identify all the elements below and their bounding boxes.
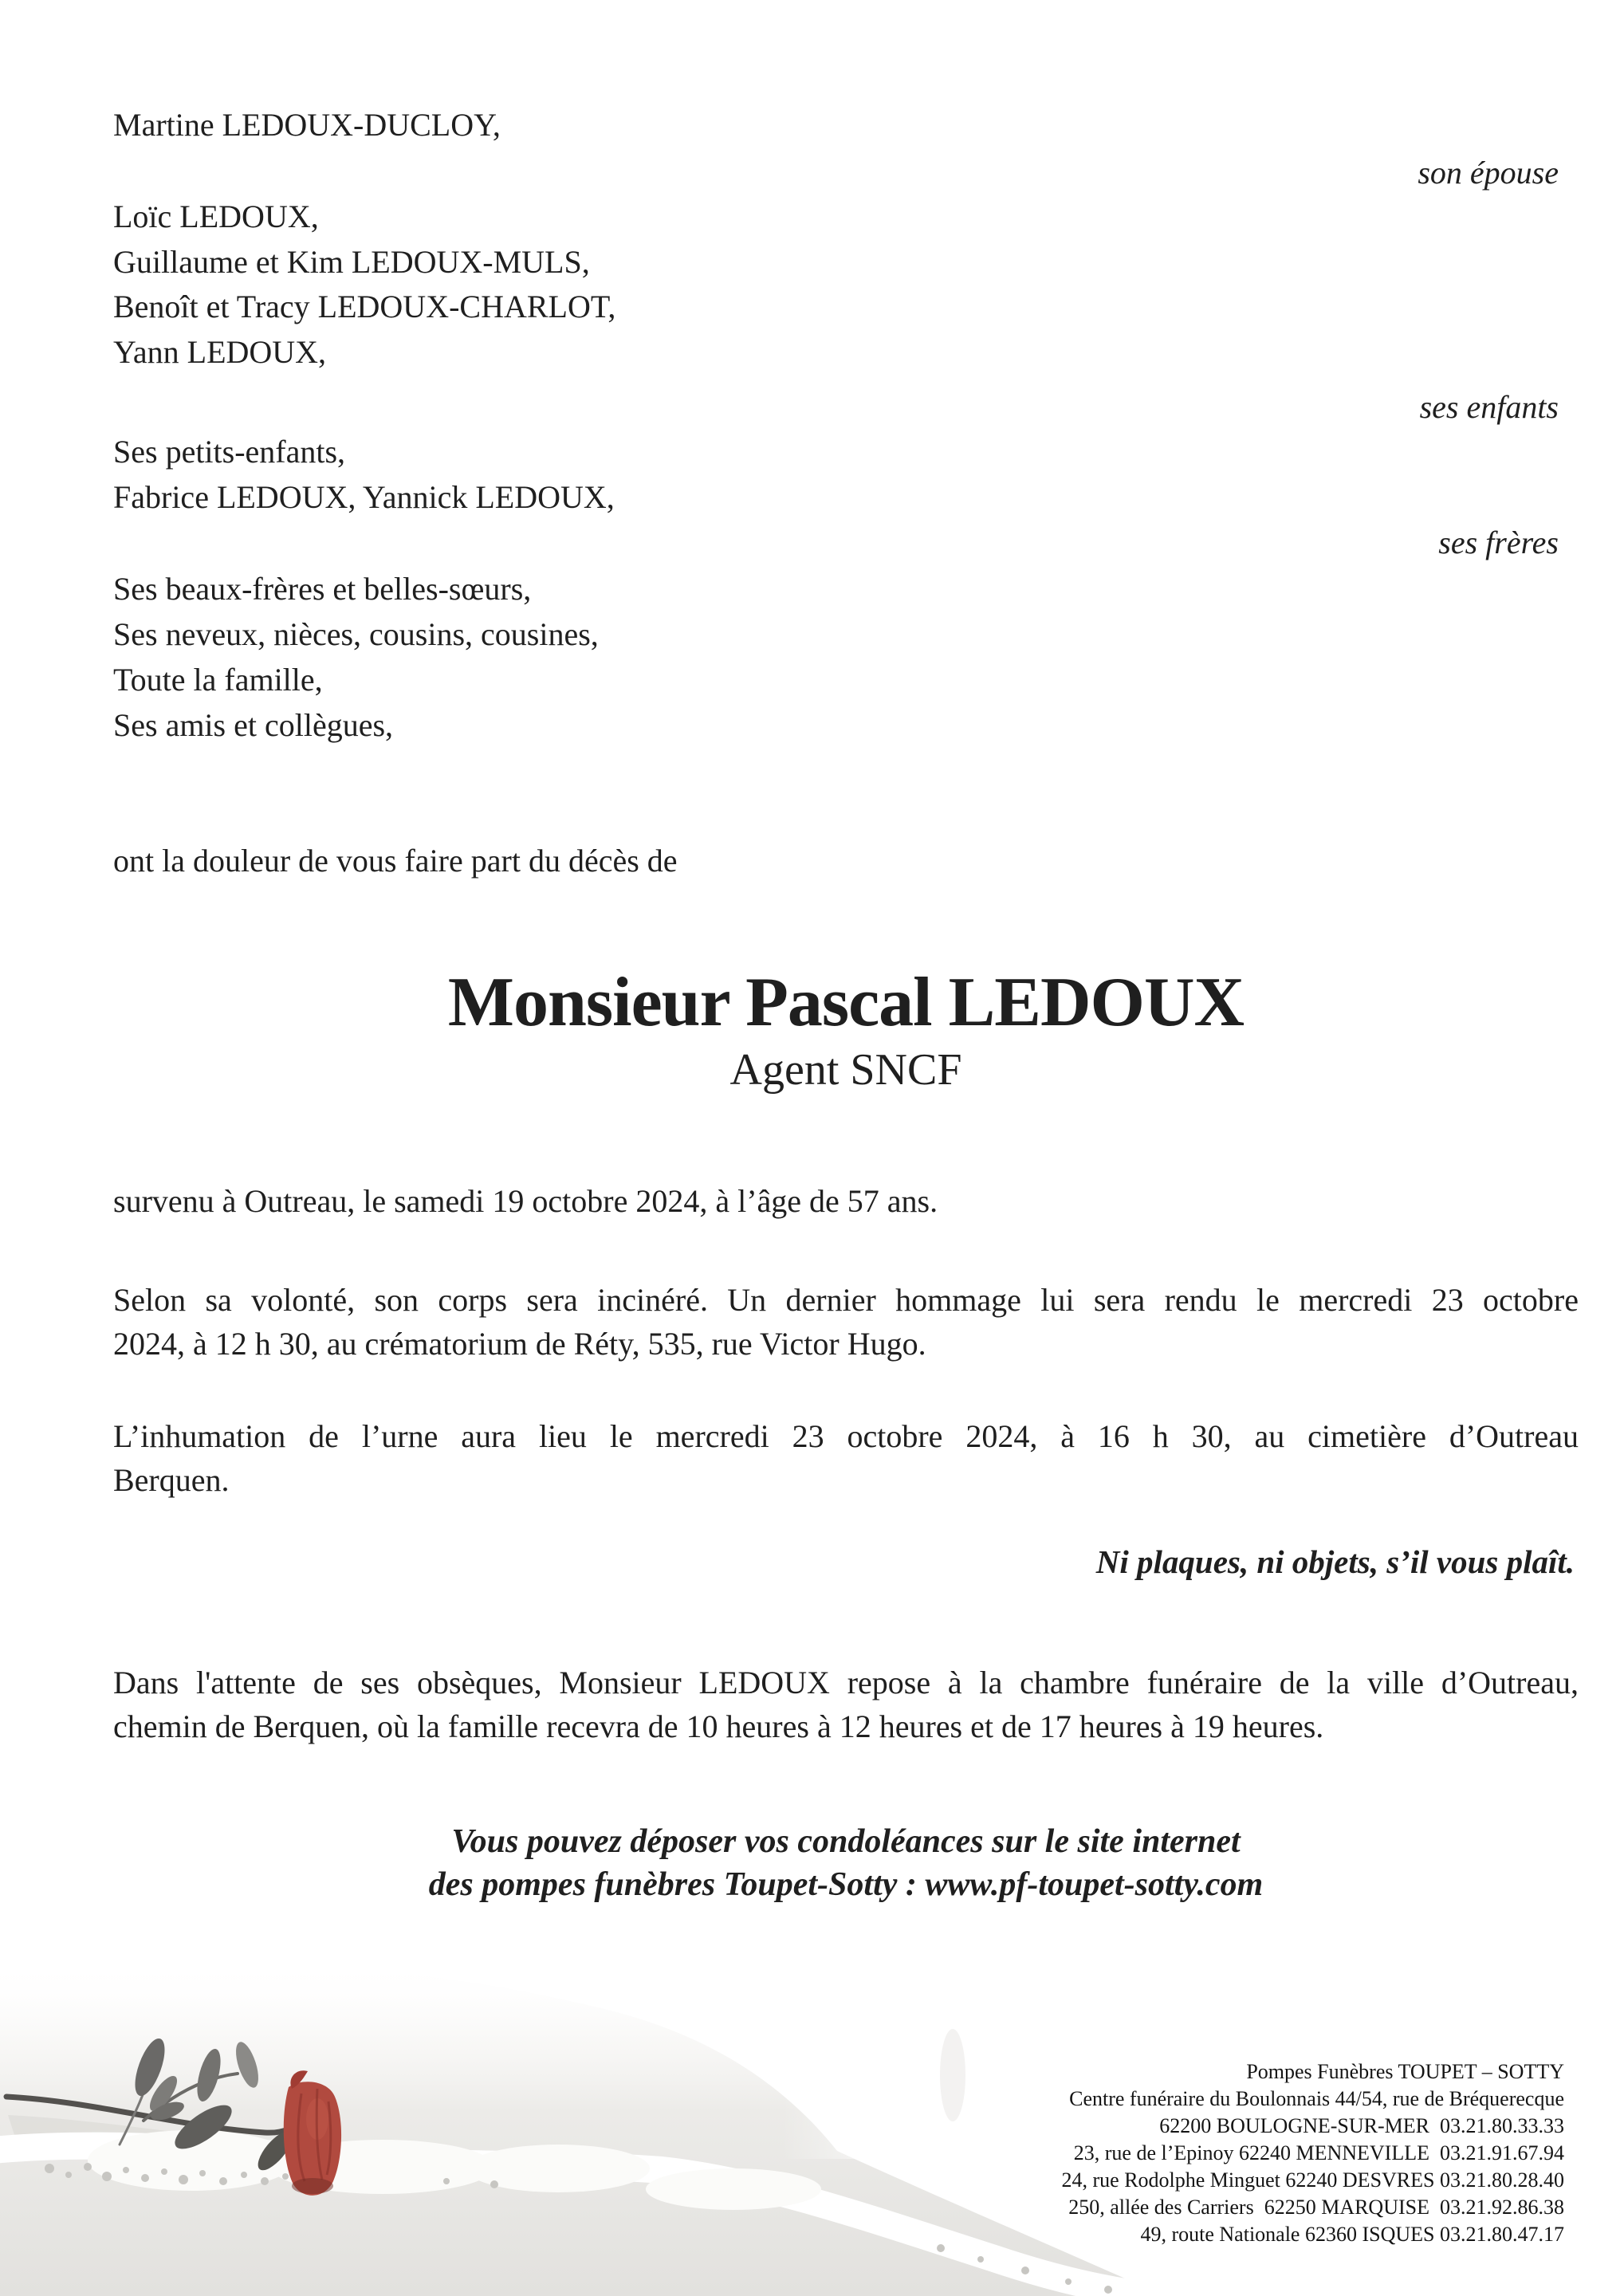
sand-smudge (940, 2029, 965, 2121)
death-line: survenu à Outreau, le samedi 19 octobre 2024, à l’âge de 57 ans. (113, 1183, 938, 1219)
spouse-name: Martine LEDOUX-DUCLOY, (113, 107, 501, 143)
deceased-name: Monsieur Pascal LEDOUX (447, 964, 1245, 1041)
child-name-3: Benoît et Tracy LEDOUX-CHARLOT, (113, 289, 616, 324)
funeral-home-address-3: 23, rue de l’Epinoy 62240 MENNEVILLE 03.21.91.67.94 (1073, 2141, 1564, 2164)
children-relation: ses enfants (1419, 389, 1559, 425)
funeral-home-address-1: Centre funéraire du Boulonnais 44/54, rue de Bréquerecque (1069, 2087, 1564, 2110)
brothers-relation: ses frères (1438, 525, 1559, 560)
no-plaques-plea: Ni plaques, ni objets, s’il vous plaît. (1095, 1543, 1575, 1580)
funeral-home-address-4: 24, rue Rodolphe Minguet 62240 DESVRES 03.21.80.28.40 (1061, 2168, 1564, 2192)
funeral-home-name: Pompes Funèbres TOUPET – SOTTY (1246, 2060, 1564, 2083)
child-name-2: Guillaume et Kim LEDOUX-MULS, (113, 244, 590, 280)
inhumation-line-2: Berquen. (113, 1462, 230, 1498)
grandchildren-line: Ses petits-enfants, (113, 434, 346, 470)
deceased-occupation: Agent SNCF (729, 1045, 962, 1095)
extended-family-3: Toute la famille, (113, 662, 323, 698)
brothers-names: Fabrice LEDOUX, Yannick LEDOUX, (113, 479, 615, 515)
funeral-home-address-2: 62200 BOULOGNE-SUR-MER 03.21.80.33.33 (1159, 2114, 1564, 2137)
photo-fade (781, 1936, 901, 2159)
funeral-home-address-6: 49, route Nationale 62360 ISQUES 03.21.80.47.17 (1140, 2223, 1564, 2246)
intro-line: ont la douleur de vous faire part du décès de (113, 843, 678, 879)
extended-family-4: Ses amis et collègues, (113, 707, 394, 743)
extended-family-2: Ses neveux, nièces, cousins, cousines, (113, 616, 599, 652)
condolences-line-2: des pompes funèbres Toupet-Sotty : www.pf-toupet-sotty.com (428, 1866, 1264, 1903)
visitation-line-2: chemin de Berquen, où la famille recevra de 10 heures à 12 heures et de 17 heures à 19 heures. (113, 1708, 1324, 1744)
child-name-4: Yann LEDOUX, (113, 334, 327, 370)
extended-family-1: Ses beaux-frères et belles-sœurs, (113, 571, 532, 607)
cremation-line-2: 2024, à 12 h 30, au crématorium de Réty, 535, rue Victor Hugo. (113, 1326, 926, 1362)
spouse-relation: son épouse (1418, 155, 1559, 191)
child-name-1: Loïc LEDOUX, (113, 199, 319, 234)
cremation-line-1: Selon sa volonté, son corps sera incinéré. Un dernier hommage lui sera rendu le mercredi 23 octobre (113, 1282, 1579, 1318)
condolences-line-1: Vous pouvez déposer vos condoléances sur le site internet (451, 1823, 1241, 1860)
rose-on-beach-photo (0, 1888, 1196, 2296)
inhumation-line-1: L’inhumation de l’urne aura lieu le mercredi 23 octobre 2024, à 16 h 30, au cimetière d’Outreau (113, 1418, 1579, 1454)
visitation-line-1: Dans l'attente de ses obsèques, Monsieur LEDOUX repose à la chambre funéraire de la ville d’Outreau, (113, 1665, 1579, 1700)
funeral-home-address-5: 250, allée des Carriers 62250 MARQUISE 03.21.92.86.38 (1068, 2196, 1564, 2219)
